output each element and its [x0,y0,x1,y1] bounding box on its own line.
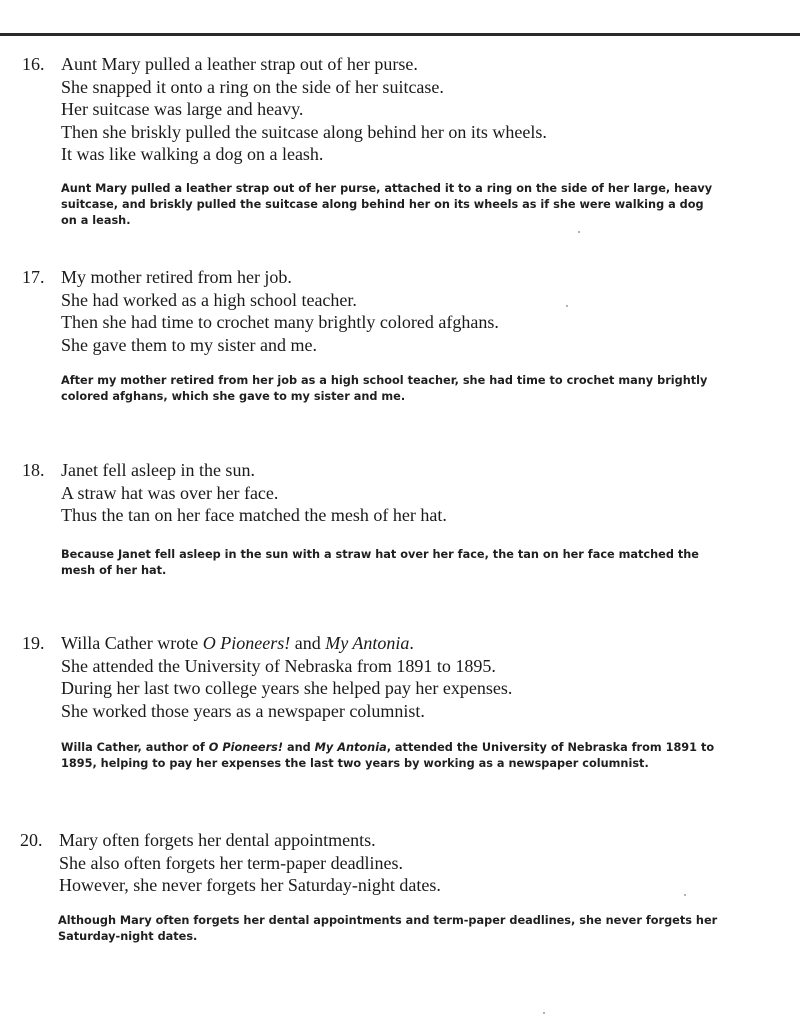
exercise-sentences [59,829,779,897]
sentence: Then she briskly pulled the suitcase along behind her on its wheels. [61,121,547,142]
top-rule [0,33,800,36]
sentence: During her last two college years she helped pay her expenses. [61,678,513,698]
paper-speck [578,231,580,233]
exercise-number: 17. [22,267,45,287]
combined-answer: Willa Cather, author of O Pioneers! and My Antonia, attended the University of Nebraska from 1891 to 1895, helping to pay her expenses the last two years by working as a newspaper columnist. [61,741,715,770]
combined-answer: Aunt Mary pulled a leather strap out of her purse, attached it to a ring on the side of her large, heavy suitcase, and briskly pulled the suitcase along behind her on its wheels as if she were walking a dog on a leash. [61,182,713,227]
book-title: O Pioneers! [202,633,291,653]
exercise-number: 18. [22,460,45,480]
sentence: It was like walking a dog on a leash. [61,144,324,164]
exercise-sentences [61,266,781,356]
exercise-sentences [61,632,781,722]
sentence: Janet fell asleep in the sun. [61,460,255,480]
sentence: Then she had time to crochet many brightly colored afghans. [61,312,499,332]
exercise-number: 20. [20,830,43,850]
paper-speck [566,305,568,307]
paper-speck [543,1012,545,1014]
sentence: She snapped it onto a ring on the side of her suitcase. [61,76,444,97]
sentence: She had worked as a high school teacher. [61,289,357,310]
sentence: Mary often forgets her dental appointments. [59,830,376,850]
exercise-number: 16. [22,54,45,74]
book-title: O Pioneers! [208,741,284,754]
combined-answer: After my mother retired from her job as a high school teacher, she had time to crochet many brightly colored afghans, which she gave to my sister and me. [61,374,708,403]
sentence: She worked those years as a newspaper columnist. [61,700,425,721]
sentence: My mother retired from her job. [61,267,292,287]
sentence: She attended the University of Nebraska from 1891 to 1895. [61,655,496,676]
sentence: Thus the tan on her face matched the mesh of her hat. [61,505,447,525]
sentence: Willa Cather wrote O Pioneers! and My Antonia. [61,633,414,653]
book-title: My Antonia [325,633,410,653]
exercise-sentences [61,459,781,527]
book-title: My Antonia [314,741,387,754]
sentence: She gave them to my sister and me. [61,334,317,355]
combined-answer: Because Janet fell asleep in the sun with a straw hat over her face, the tan on her face matched the mesh of her hat. [61,548,699,577]
exercise-number: 19. [22,633,45,653]
sentence: Her suitcase was large and heavy. [61,99,304,119]
sentence: She also often forgets her term-paper deadlines. [59,852,404,873]
paper-speck [684,894,686,896]
sentence: A straw hat was over her face. [61,482,279,503]
combined-answer: Although Mary often forgets her dental appointments and term-paper deadlines, she never forgets her Saturday-night dates. [58,914,718,943]
sentence: However, she never forgets her Saturday-night dates. [59,875,441,895]
sentence: Aunt Mary pulled a leather strap out of her purse. [61,54,418,74]
exercise-sentences [61,53,781,166]
